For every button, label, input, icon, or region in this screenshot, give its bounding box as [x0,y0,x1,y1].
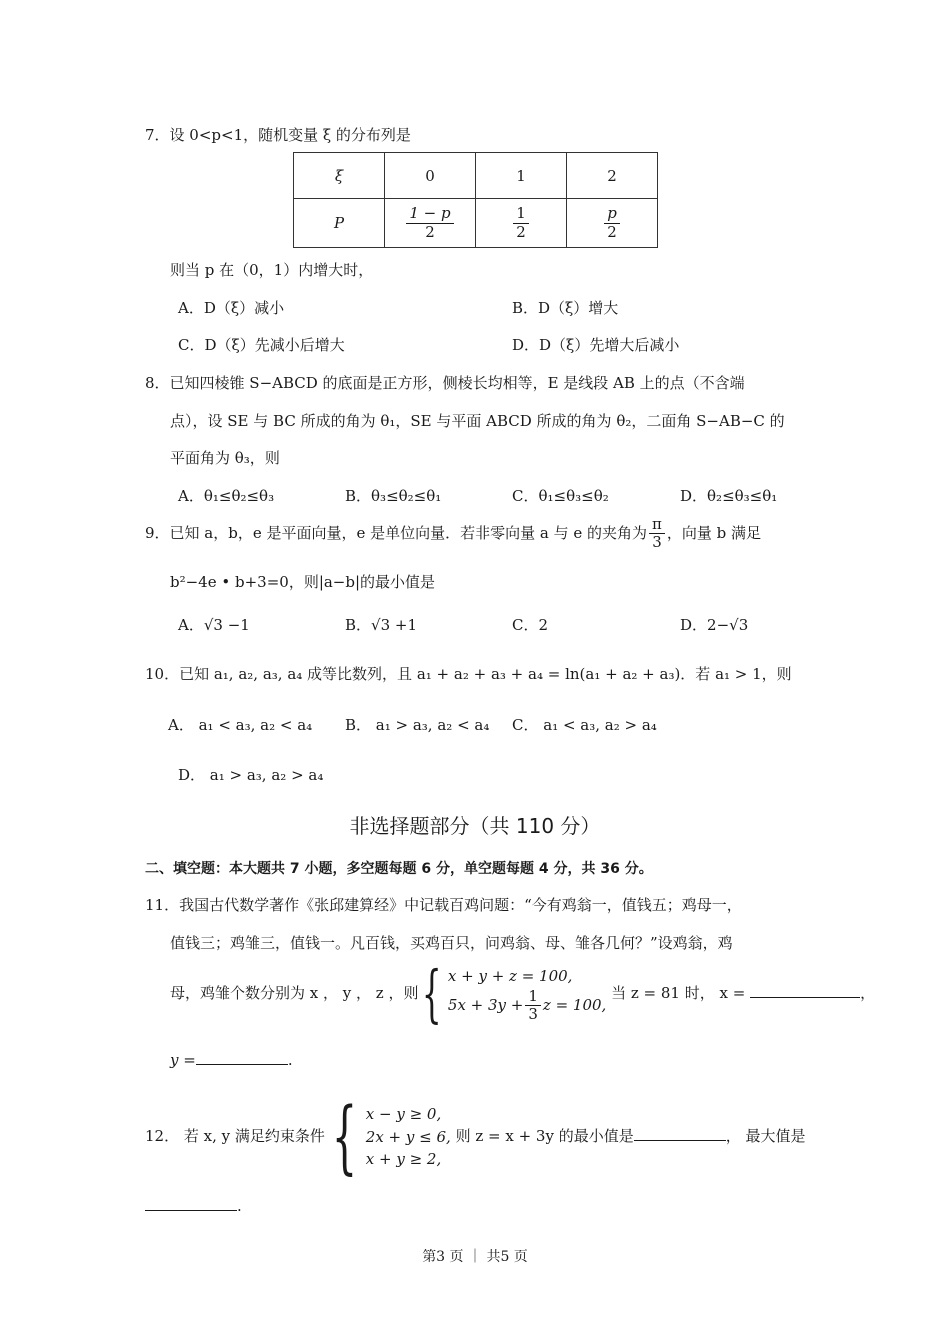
table-cell [567,199,658,248]
answer-blank-max [145,1196,237,1211]
period: . [287,1051,293,1069]
table-head-cell: 1 [476,153,567,199]
left-brace: { [422,957,443,1030]
q9-line-1-b: ，向量 b 满足 [666,523,762,542]
q9-option-a: A．√3 −1 [178,616,250,634]
q10-option-b: B． a₁ > a₃, a₂ < a₄ [345,716,490,734]
equation-system [448,965,606,1023]
constraint-system [366,1103,451,1171]
q10-option-d: D． a₁ > a₃, a₂ > a₄ [178,766,324,784]
table-row-label: P [294,199,385,248]
table-cell [476,199,567,248]
equation-2-a: 5x + 3y + [447,995,524,1014]
q8-option-d: D．θ₂≤θ₃≤θ₁ [680,487,778,505]
q11-line-3-a: 母，鸡雏个数分别为 x ， y ， z ，则 [170,984,419,1002]
q11-line-2: 值钱三；鸡雏三，值钱一。凡百钱，买鸡百只，问鸡翁、母、雏各几何？”设鸡翁，鸡 [170,934,733,952]
answer-blank-min [634,1126,726,1141]
left-brace: { [331,1090,358,1183]
q9-line-1 [145,516,761,552]
frac-den: 2 [425,222,435,241]
q7-option-a: A．D（ξ）减小 [178,299,285,317]
section-title: 非选择题部分（共 110 分） [349,814,601,838]
constraint-1: x − y ≥ 0, [365,1105,442,1124]
constraint-2: 2x + y ≤ 6, [365,1127,451,1146]
q7-after: 则当 p 在（0，1）内增大时， [170,261,374,279]
table-head-cell: 0 [385,153,476,199]
part2-title: 二、填空题：本大题共 7 小题，多空题每题 6 分，单空题每题 4 分，共 36 分。 [145,861,653,877]
q12-line-b: 则 z = x + 3y 的最小值是 [455,1127,634,1145]
frac-den: 2 [516,222,526,241]
table-head-cell: ξ [294,153,385,199]
q10-option-c: C． a₁ < a₃, a₂ > a₄ [512,716,657,734]
frac-den: 3 [528,1004,538,1023]
answer-blank-x [750,983,860,998]
q9-line-1-a: 9．已知 a，b，e 是平面向量，e 是单位向量．若非零向量 a 与 e 的夹角为 [145,523,648,542]
q11-line-1: 11．我国古代数学著作《张邱建算经》中记载百鸡问题：“今有鸡翁一，值钱五；鸡母一， [145,896,742,914]
period: . [237,1197,242,1215]
q9-option-d: D．2−√3 [680,616,749,634]
q8-line-2: 点），设 SE 与 BC 所成的角为 θ₁，SE 与平面 ABCD 所成的角为 θ₂，二面角 S−AB−C 的 [170,412,785,430]
table-head-cell: 2 [567,153,658,199]
q7-option-c: C．D（ξ）先减小后增大 [178,336,345,354]
frac-num: 1 − p [406,205,453,223]
q8-option-a: A．θ₁≤θ₂≤θ₃ [178,487,275,505]
page-footer: 第3 页 ｜ 共5 页 [422,1249,528,1265]
answer-blank-y [196,1050,288,1065]
q8-line-1: 8．已知四棱锥 S−ABCD 的底面是正方形，侧棱长均相等，E 是线段 AB 上的点（不含端 [145,374,745,392]
q12-line-2 [145,1196,242,1215]
q7-stem: 7．设 0<p<1，随机变量 ξ 的分布列是 [145,126,411,144]
equation-2-b: z = 100, [542,995,607,1014]
q12-line-a: 12． 若 x, y 满足约束条件 [145,1127,325,1145]
frac-den: 3 [652,533,662,552]
q10-option-a: A． a₁ < a₃, a₂ < a₄ [168,716,313,734]
constraint-3: x + y ≥ 2, [365,1150,442,1169]
q8-option-b: B．θ₃≤θ₂≤θ₁ [345,487,442,505]
frac-num: π [649,516,665,534]
q9-line-2: b²−4e • b+3=0，则|a−b|的最小值是 [170,573,436,591]
frac-num: 1 [525,988,541,1006]
q9-option-b: B．√3 +1 [345,616,418,634]
q12-line [145,1090,806,1183]
q11-line-4 [170,1050,293,1069]
frac-num: p [604,205,620,223]
q7-option-b: B．D（ξ）增大 [512,299,619,317]
q7-option-d: D．D（ξ）先增大后减小 [512,336,680,354]
q8-line-3: 平面角为 θ₃，则 [170,449,280,467]
q11-y-label: y = [170,1051,196,1069]
comma: ， [860,984,876,1002]
q12-line-c: ， 最大值是 [725,1127,806,1145]
q11-line-3-b: 当 z = 81 时， x = [611,984,746,1002]
frac-num: 1 [513,205,529,223]
table-cell [385,199,476,248]
frac-den: 2 [607,222,617,241]
q11-line-3 [170,957,876,1030]
equation-1: x + y + z = 100, [447,967,573,985]
distribution-table [293,152,658,248]
q10-stem: 10．已知 a₁, a₂, a₃, a₄ 成等比数列，且 a₁ + a₂ + a₃ + a₄ = ln(a₁ + a₂ + a₃)．若 a₁ > 1，则 [145,665,792,683]
q9-option-c: C．2 [512,616,549,634]
q8-option-c: C．θ₁≤θ₃≤θ₂ [512,487,609,505]
